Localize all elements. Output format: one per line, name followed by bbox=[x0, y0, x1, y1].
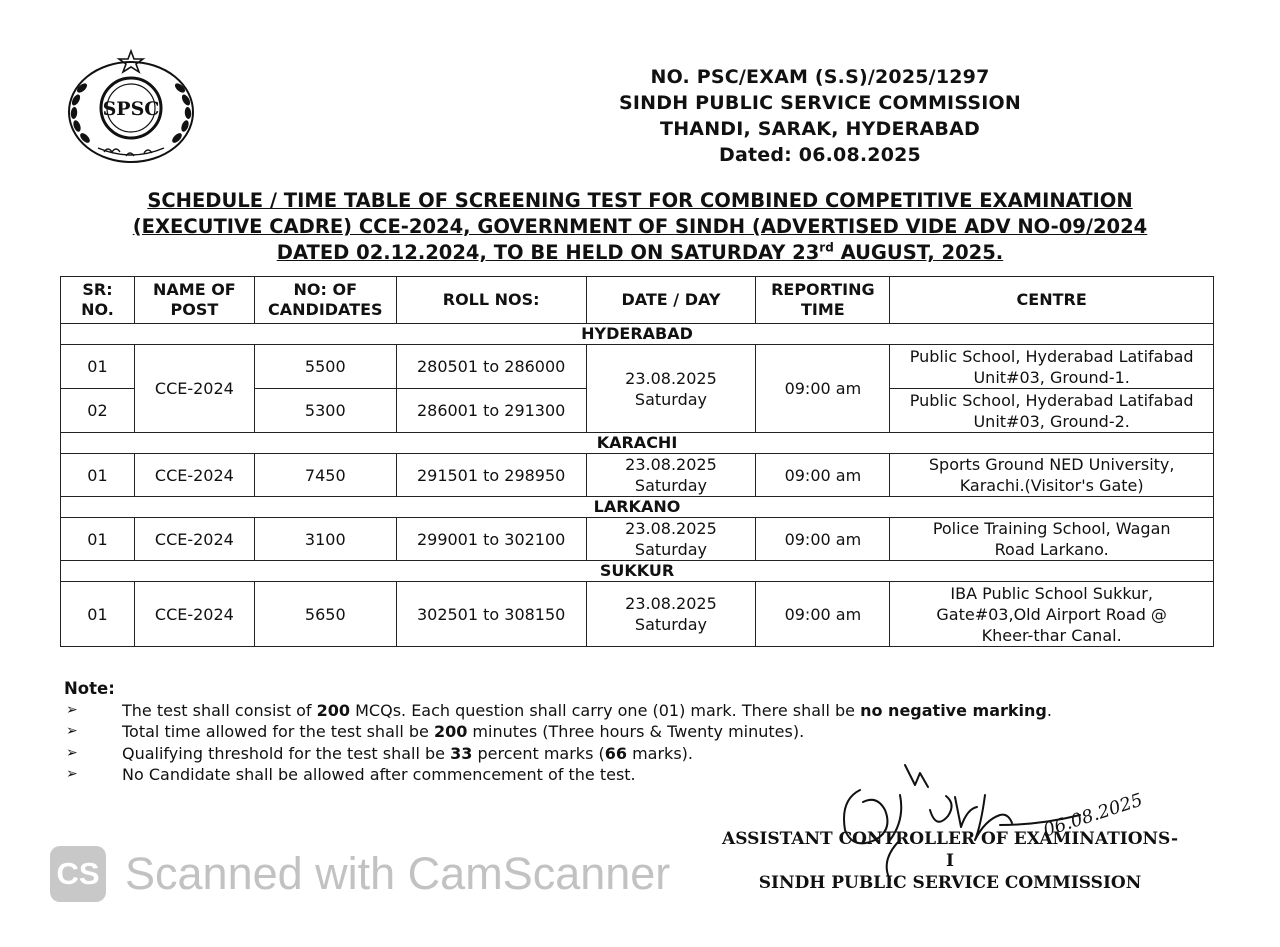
arrow-bullet-icon: ➢ bbox=[66, 701, 78, 718]
header-reporting-time: REPORTING TIME bbox=[756, 277, 890, 324]
section-row-karachi bbox=[61, 433, 1214, 454]
cell-candidates: 5650 bbox=[254, 582, 396, 647]
cell-date-day: 23.08.2025 Saturday bbox=[586, 345, 756, 433]
note-item: ➢ Total time allowed for the test shall be 200 minutes (Three hours & Twenty minutes). bbox=[66, 722, 805, 741]
cell-date-day: 23.08.2025 Saturday bbox=[586, 454, 756, 497]
header-centre: CENTRE bbox=[890, 277, 1214, 324]
cell-reporting-time: 09:00 am bbox=[756, 345, 890, 433]
schedule-table bbox=[60, 276, 1214, 647]
watermark-text: Scanned with CamScanner bbox=[125, 848, 671, 899]
camscanner-logo-icon: CS bbox=[50, 846, 106, 902]
section-hyderabad: HYDERABAD bbox=[61, 324, 1214, 345]
cell-roll: 299001 to 302100 bbox=[396, 518, 586, 561]
notes-label: Note: bbox=[64, 679, 115, 698]
arrow-bullet-icon: ➢ bbox=[66, 766, 78, 782]
cell-post: CCE-2024 bbox=[134, 454, 254, 497]
note-item: ➢ No Candidate shall be allowed after commencement of the test. bbox=[66, 765, 636, 784]
table-row bbox=[61, 454, 1214, 497]
signature-date: 06.08.2025 bbox=[1040, 789, 1146, 842]
organization-name: SINDH PUBLIC SERVICE COMMISSION bbox=[619, 92, 1021, 114]
signatory-designation: ASSISTANT CONTROLLER OF EXAMINATIONS-I bbox=[722, 829, 1178, 871]
arrow-bullet-icon: ➢ bbox=[66, 723, 78, 739]
cell-sr: 01 bbox=[61, 518, 135, 561]
cell-roll: 291501 to 298950 bbox=[396, 454, 586, 497]
cell-sr: 02 bbox=[61, 389, 135, 433]
header-date-day: DATE / DAY bbox=[586, 277, 756, 324]
cell-reporting-time: 09:00 am bbox=[756, 454, 890, 497]
cell-roll: 280501 to 286000 bbox=[396, 345, 586, 389]
cell-candidates: 5300 bbox=[254, 389, 396, 433]
table-row bbox=[61, 582, 1214, 647]
table-header-row bbox=[61, 277, 1214, 324]
cell-post: CCE-2024 bbox=[134, 518, 254, 561]
cell-sr: 01 bbox=[61, 582, 135, 647]
cell-date-day: 23.08.2025 Saturday bbox=[586, 582, 756, 647]
cell-centre: IBA Public School Sukkur, Gate#03,Old Airport Road @ Kheer-thar Canal. bbox=[890, 582, 1214, 647]
reference-number: NO. PSC/EXAM (S.S)/2025/1297 bbox=[650, 66, 990, 88]
cell-candidates: 7450 bbox=[254, 454, 396, 497]
signatory-organization: SINDH PUBLIC SERVICE COMMISSION bbox=[758, 873, 1142, 893]
document-title bbox=[60, 188, 1220, 266]
organization-address: THANDI, SARAK, HYDERABAD bbox=[660, 118, 980, 140]
cell-post: CCE-2024 bbox=[134, 582, 254, 647]
logo-initials: SPSC bbox=[102, 98, 160, 120]
cell-post: CCE-2024 bbox=[134, 345, 254, 433]
section-row-sukkur bbox=[61, 561, 1214, 582]
cell-reporting-time: 09:00 am bbox=[756, 518, 890, 561]
cell-centre: Public School, Hyderabad Latifabad Unit#03, Ground-1. bbox=[890, 345, 1214, 389]
title-line-1: SCHEDULE / TIME TABLE OF SCREENING TEST FOR COMBINED COMPETITIVE EXAMINATION bbox=[147, 189, 1133, 212]
title-line-3-start: DATED 02.12.2024, TO BE HELD ON SATURDAY 23 bbox=[276, 241, 820, 264]
cell-candidates: 5500 bbox=[254, 345, 396, 389]
cell-sr: 01 bbox=[61, 345, 135, 389]
letter-date: Dated: 06.08.2025 bbox=[719, 144, 921, 166]
cell-roll: 302501 to 308150 bbox=[396, 582, 586, 647]
title-line-3-end: AUGUST, 2025. bbox=[833, 241, 1004, 264]
spsc-logo bbox=[60, 48, 202, 166]
table-row bbox=[61, 518, 1214, 561]
cell-roll: 286001 to 291300 bbox=[396, 389, 586, 433]
cell-date-day: 23.08.2025 Saturday bbox=[586, 518, 756, 561]
header-candidates: NO: OF CANDIDATES bbox=[254, 277, 396, 324]
note-item: ➢ Qualifying threshold for the test shall be 33 percent marks (66 marks). bbox=[66, 743, 693, 763]
arrow-bullet-icon: ➢ bbox=[66, 744, 78, 761]
signatory-block bbox=[720, 828, 1180, 894]
cell-centre: Sports Ground NED University, Karachi.(Visitor's Gate) bbox=[890, 454, 1214, 497]
section-row-larkano bbox=[61, 497, 1214, 518]
title-superscript: rd bbox=[819, 240, 834, 255]
note-item: ➢ The test shall consist of 200 MCQs. Each question shall carry one (01) mark. There shall be no negative marking. bbox=[66, 700, 1052, 720]
cell-centre: Police Training School, Wagan Road Larkano. bbox=[890, 518, 1214, 561]
section-row-hyderabad bbox=[61, 324, 1214, 345]
section-larkano: LARKANO bbox=[61, 497, 1214, 518]
section-sukkur: SUKKUR bbox=[61, 561, 1214, 582]
cell-sr: 01 bbox=[61, 454, 135, 497]
cell-candidates: 3100 bbox=[254, 518, 396, 561]
cell-reporting-time: 09:00 am bbox=[756, 582, 890, 647]
header-sr-no: SR: NO. bbox=[61, 277, 135, 324]
title-line-2: (EXECUTIVE CADRE) CCE-2024, GOVERNMENT OF SINDH (ADVERTISED VIDE ADV NO-09/2024 bbox=[132, 215, 1148, 238]
section-karachi: KARACHI bbox=[61, 433, 1214, 454]
header-roll-nos: ROLL NOS: bbox=[396, 277, 586, 324]
table-row bbox=[61, 345, 1214, 389]
header-post: NAME OF POST bbox=[134, 277, 254, 324]
letter-header bbox=[560, 64, 1080, 168]
title-line-3 bbox=[60, 240, 1220, 266]
cell-centre: Public School, Hyderabad Latifabad Unit#03, Ground-2. bbox=[890, 389, 1214, 433]
